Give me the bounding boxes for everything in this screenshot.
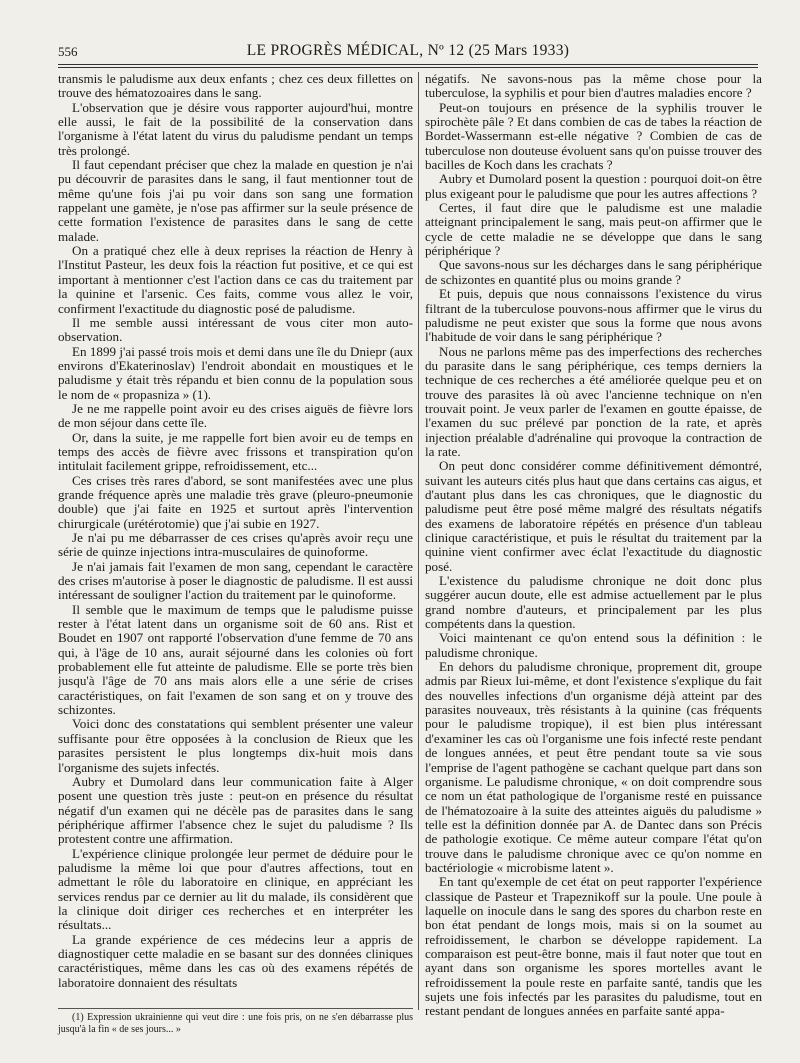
paragraph: négatifs. Ne savons-nous pas la même chose pour la tuberculose, la syphilis et pour bien d'autres maladies encore ?	[425, 72, 762, 101]
paragraph: Il semble que le maximum de temps que le paludisme puisse rester à l'état latent dans un organisme soit de 60 ans. Rist et Boudet en 1907 ont rapporté l'observation d'une femme de 70 ans qui, à l'âge de 10 ans, aurait séjourné dans les colonies où fort probablement elle fut atteinte de paludisme. Elle se porte très bien jusqu'à l'âge de 70 ans mais alors elle a une série de crises caractéristiques, on fait l'examen de son sang et on y trouve des schizontes.	[58, 601, 413, 718]
paragraph: Ces crises très rares d'abord, se sont manifestées avec une plus grande fréquence après une maladie très grave (pleuro-pneumonie double) que j'ai faite en 1925 et surtout après l'intervention chirurgicale (urétérotomie) que j'ai subie en 1927.	[58, 472, 413, 531]
paragraph: Que savons-nous sur les décharges dans le sang périphérique de schizontes en quantité plus ou moins grande ?	[425, 257, 762, 287]
paragraph: En tant qu'exemple de cet état on peut rapporter l'expérience classique de Pasteur et Trapeznikoff sur la poule. Une poule à laquelle on inocule dans le sang des spores du charbon reste en bon état pendant de longs mois, mais si on la soumet au refroidissement, le charbon se développe rapidement. La comparaison est peut-être bonne, mais il faut noter que tout en ayant dans son organisme les spores mortelles avant le refroidissement la poule reste en parfaite santé, tandis que les sujets une fois infectés par les parasites du paludisme, tout en restant pendant de longues années en parfaite santé appa-	[425, 874, 762, 1019]
page-header	[58, 40, 758, 62]
paragraph: Je n'ai jamais fait l'examen de mon sang, cependant le caractère des crises m'autorise à poser le diagnostic de paludisme. Il est aussi intéressant de souligner l'action du traitement par le quinoforme.	[58, 558, 413, 603]
paragraph: Je ne me rappelle point avoir eu des crises aiguës de fièvre lors de mon séjour dans cette île.	[58, 400, 413, 431]
paragraph: Nous ne parlons même pas des imperfections des recherches du parasite dans le sang périphérique, ces temps derniers la technique de ces recherches a été améliorée quelque peu et on trouve des parasites là où avec l'ancienne technique on n'en trouvait point. Je veux parler de l'examen en goutte épaisse, de l'examen du suc prélevé par ponction de la rate, et après injection préalable d'adrénaline qui provoque la contraction de la rate.	[425, 343, 762, 459]
paragraph: Il faut cependant préciser que chez la malade en question je n'ai pu découvrir de parasites dans le sang, il faut mentionner tout de même qu'une fois j'ai pu voir dans son sang une formation rappelant une gamète, je n'ose pas affirmer sur la seule présence de cette formation l'existence de parasites dans le sang de cette malade.	[58, 157, 413, 244]
paragraph: transmis le paludisme aux deux enfants ; chez ces deux fillettes on trouve des hématozoaires dans le sang.	[58, 72, 413, 101]
paragraph: Or, dans la suite, je me rappelle fort bien avoir eu de temps en temps des accès de fièvre avec frissons et transpiration qu'on intitulait facilement grippe, refroidissement, etc...	[58, 429, 413, 474]
column-divider	[418, 72, 419, 1010]
paragraph: Aubry et Dumolard dans leur communication faite à Alger posent une question très juste : peut-on en présence du résultat négatif d'un examen qui ne décèle pas de parasites dans le sang périphérique affirmer l'absence chez le sujet du paludisme ? Ils protestent contre une affirmation.	[58, 773, 413, 847]
footnote-rule	[58, 1008, 413, 1009]
footnote: (1) Expression ukrainienne qui veut dire : une fois pris, on ne s'en débarrasse plus jusqu'à la fin « de ses jours... »	[58, 1012, 413, 1035]
paragraph: On a pratiqué chez elle à deux reprises la réaction de Henry à l'Institut Pasteur, les deux fois la réaction fut positive, et ce qui est important à mentionner c'est l'action dans ce cas du traitement par la quinine et l'arsenic. Ces faits, comme vous allez le voir, confirment l'exactitude du diagnostic posé de paludisme.	[58, 243, 413, 316]
page-number: 556	[58, 44, 78, 59]
left-column	[58, 72, 413, 1032]
paragraph: Aubry et Dumolard posent la question : pourquoi doit-on être plus exigeant pour le paludisme que pour les autres affections ?	[425, 171, 762, 201]
paragraph: Voici donc des constatations qui semblent présenter une valeur suffisante pour être opposées à la conclusion de Rieux que les parasites persistent le plus longtemps dix-huit mois dans l'organisme des sujets infectés.	[58, 716, 413, 775]
paragraph: L'observation que je désire vous rapporter aujourd'hui, montre elle aussi, le fait de la possibilité de la conservation dans l'organisme à l'état latent du virus du paludisme pendant un temps très prolongé.	[58, 99, 413, 158]
right-column	[425, 72, 762, 1032]
paragraph: En 1899 j'ai passé trois mois et demi dans une île du Dniepr (aux environs d'Ekaterinoslav) l'endroit abondait en moustiques et le paludisme y était très répandu et bien connu de la population sous le nom de « propasniza » (1).	[58, 343, 413, 402]
paragraph: On peut donc considérer comme définitivement démontré, suivant les auteurs cités plus haut que dans certains cas aigus, et d'autant plus dans les cas chroniques, que le diagnostic du paludisme peut être posé même malgré des résultats négatifs des examens de laboratoire répétés en présence d'un tableau clinique caractéristique, et puis le résultat du traitement par la quinine vient confirmer avec éclat l'exactitude du diagnostic posé.	[425, 458, 762, 574]
paragraph: Peut-on toujours en présence de la syphilis trouver le spirochète pâle ? Et dans combien de cas de tabes la réaction de Bordet-Wassermann est-elle négative ? Combien de cas de tuberculose non douteuse évoluent sans qu'on puisse trouver des bacilles de Koch dans les crachats ?	[425, 99, 762, 173]
paragraph: Et puis, depuis que nous connaissons l'existence du virus filtrant de la tuberculose pouvons-nous affirmer que le virus du paludisme ne peut exister que sous la forme que nous avons l'habitude de voir dans le sang périphérique ?	[425, 286, 762, 345]
paragraph: La grande expérience de ces médecins leur a appris de diagnostiquer cette maladie en se basant sur des données cliniques caractéristiques, même dans les cas où des examens répétés de laboratoire donnaient des résultats	[58, 931, 413, 990]
paragraph: En dehors du paludisme chronique, proprement dit, groupe admis par Rieux lui-même, et dont l'existence s'explique du fait des nouvelles infections d'un organisme déjà atteint par des parasites nouveaux, très résistants à la quinine (cas fréquents pour le paludisme tropique), il est bien plus intéressant d'examiner les cas où l'organisme une fois infecté reste pendant de longues années, et peut être pendant toute sa vie sous l'emprise de l'agent pathogène se cachant quelque part dans son organisme. Le paludisme chronique, « on doit comprendre sous ce nom un état pathologique de l'organisme resté en puissance de l'hématozoaire à la suite des atteintes aiguës du paludisme » telle est la définition donnée par A. de Dantec dans son Précis de pathologie exotique. Ce même auteur compare l'état qu'on trouve dans le paludisme chronique avec ce qu'on nomme en bactériologie « microbisme latent ».	[425, 659, 762, 875]
paragraph: Je n'ai pu me débarrasser de ces crises qu'après avoir reçu une série de quinze injections intra-musculaires de quinoforme.	[58, 530, 413, 560]
paragraph: L'existence du paludisme chronique ne doit donc plus suggérer aucun doute, elle est admise actuellement par le plus grand nombre d'auteurs, et principalement par les plus compétents dans la question.	[425, 573, 762, 632]
paragraph: Il me semble aussi intéressant de vous citer mon auto-observation.	[58, 314, 413, 345]
header-rule-bottom	[58, 67, 758, 68]
paragraph: Voici maintenant ce qu'on entend sous la définition : le paludisme chronique.	[425, 630, 762, 660]
paragraph: L'expérience clinique prolongée leur permet de déduire pour le paludisme la même loi que pour d'autres affections, tout en admettant le rôle du laboratoire en clinique, en appréciant les services rendus par ce dernier au lit du malade, ils considèrent que la clinique doit diriger ces recherches et en interpréter les résultats...	[58, 845, 413, 933]
header-rule-top	[58, 64, 758, 65]
paragraph: Certes, il faut dire que le paludisme est une maladie atteignant principalement le sang, mais peut-on affirmer que le cycle de cette maladie ne se développe que dans le sang périphérique ?	[425, 200, 762, 259]
journal-title: LE PROGRÈS MÉDICAL, Nº 12 (25 Mars 1933)	[246, 42, 570, 59]
